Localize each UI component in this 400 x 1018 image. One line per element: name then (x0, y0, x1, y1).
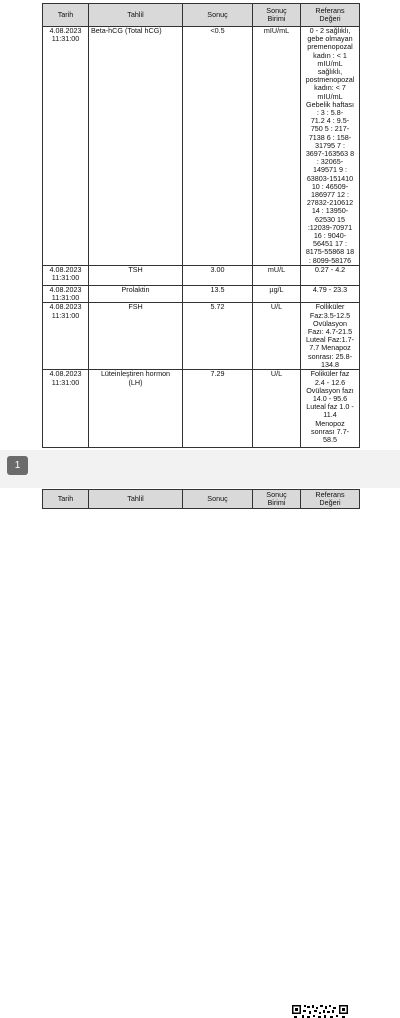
row-result: 13.5 (183, 286, 253, 303)
table-row (43, 370, 360, 448)
row-reference: 4.79 - 23.3 (301, 286, 360, 303)
row-test: Prolaktin (89, 286, 183, 303)
row-test: TSH (89, 266, 183, 286)
lab-results-table (42, 3, 360, 448)
page-gap (0, 450, 400, 488)
report-page-2 (0, 488, 400, 530)
row-result: 7.29 (183, 370, 253, 448)
header-reference: Referans Değeri (301, 4, 360, 27)
table-row (43, 27, 360, 266)
row-result: 5.72 (183, 303, 253, 370)
table-row (43, 303, 360, 370)
header-result: Sonuç (183, 490, 253, 509)
header-result: Sonuç (183, 4, 253, 27)
header-unit: Sonuç Birimi (253, 4, 301, 27)
header-unit: Sonuç Birimi (253, 490, 301, 509)
row-result: 3.00 (183, 266, 253, 286)
table-header-row (43, 4, 360, 27)
row-date: 4.08.2023 11:31:00 (43, 286, 89, 303)
row-reference: 0.27 - 4.2 (301, 266, 360, 286)
row-test: Lüteinleştiren hormon (LH) (89, 370, 183, 448)
row-unit: mU/L (253, 266, 301, 286)
row-date: 4.08.2023 11:31:00 (43, 266, 89, 286)
header-reference: Referans Değeri (301, 490, 360, 509)
row-test: Beta-hCG (Total hCG) (89, 27, 183, 266)
header-date: Tarih (43, 4, 89, 27)
report-page-1 (0, 0, 400, 450)
row-result: <0.5 (183, 27, 253, 266)
row-unit: U/L (253, 303, 301, 370)
row-unit: µg/L (253, 286, 301, 303)
row-reference: Folliküler Faz:3.5-12.5 Ovülasyon Fazı: 4.7-21.5 Luteal Faz:1.7- 7.7 Menapoz sonrası: 25.8- 134.8 (301, 303, 360, 370)
row-date: 4.08.2023 11:31:00 (43, 303, 89, 370)
row-reference: 0 - 2 sağlıklı, gebe olmayan premenopozal kadın : < 1 mIU/mL sağlıklı, postmenopozal kadın: < 7 mIU/mL Gebelik haftası : 3 : 5.8- 71.2 4 : 9.5- 750 5 : 217- 7138 6 : 158- 31795 7 : 3697-163563 8 : 32065- 149571 9 : 63803-151410 10 : 46509- 186977 12 : 27832-210612 14 : 13950- 62530 15 :12039-70971 16 : 9040- 56451 17 : 8175-55868 18 : 8099-58176 (301, 27, 360, 266)
table-row (43, 266, 360, 286)
table-header-row (43, 490, 360, 509)
row-date: 4.08.2023 11:31:00 (43, 27, 89, 266)
page-number-badge[interactable]: 1 (7, 456, 28, 475)
table-row (43, 286, 360, 303)
header-test: Tahlil (89, 4, 183, 27)
header-test: Tahlil (89, 490, 183, 509)
header-date: Tarih (43, 490, 89, 509)
row-date: 4.08.2023 11:31:00 (43, 370, 89, 448)
row-test: FSH (89, 303, 183, 370)
lab-results-table-continued (42, 489, 360, 509)
row-unit: mIU/mL (253, 27, 301, 266)
row-unit: U/L (253, 370, 301, 448)
row-reference: Foliküler faz 2.4 - 12.6 Ovülasyon fazı 14.0 - 95.6 Luteal faz 1.0 - 11.4 Menopoz sonrası 7.7- 58.5 (301, 370, 360, 448)
qr-code-icon (292, 1005, 348, 1018)
